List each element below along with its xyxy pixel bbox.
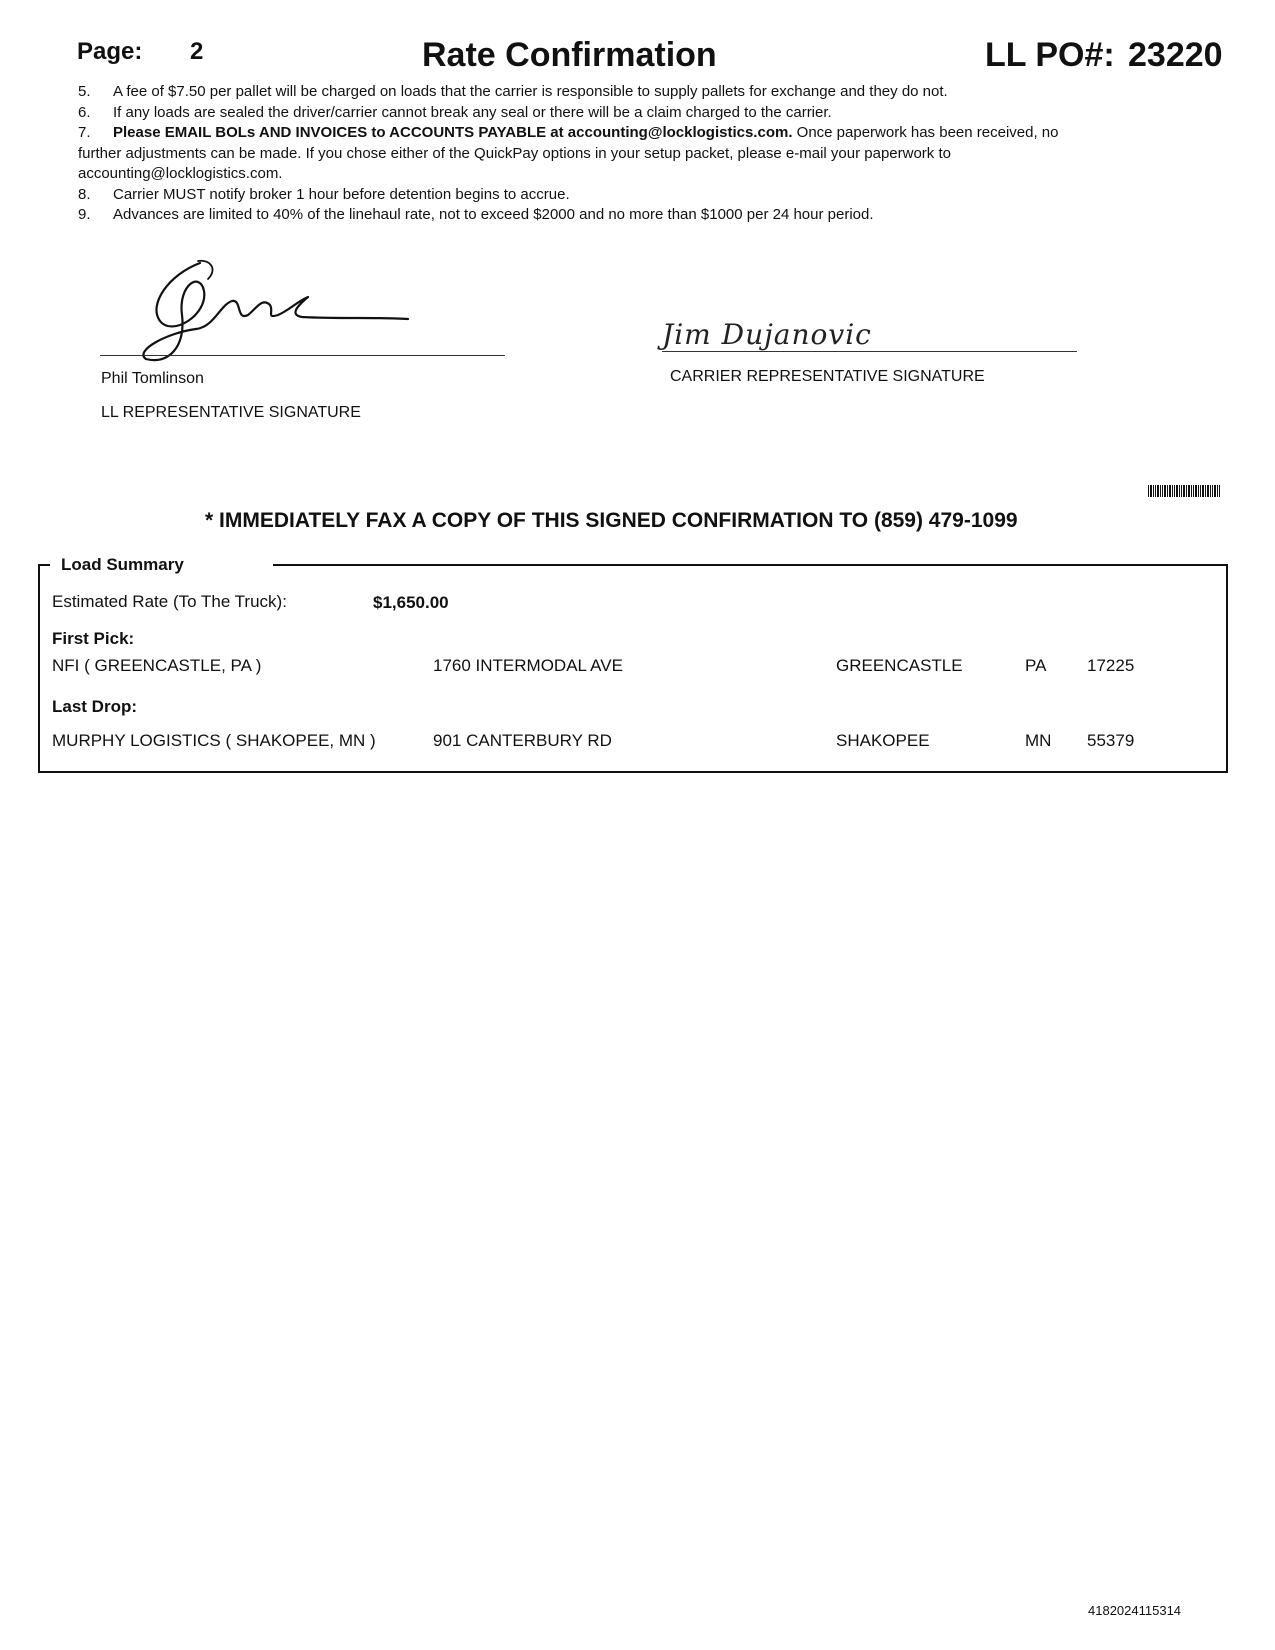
term-text: Carrier MUST notify broker 1 hour before detention begins to accrue. [113, 185, 570, 203]
carrier-signature: Jim Dujanovic [662, 318, 872, 351]
last-drop-city: SHAKOPEE [836, 731, 930, 750]
document-id: 4182024115314 [1088, 1603, 1182, 1618]
first-pick-city: GREENCASTLE [836, 656, 963, 675]
terms-list [78, 82, 1078, 226]
ll-representative-title: LL REPRESENTATIVE SIGNATURE [101, 404, 361, 421]
term-text: Once paperwork has been received, no further adjustments can be made. If you chose either of the QuickPay options in your setup packet, please e-mail your paperwork to accounting@locklogistics.com. [78, 124, 1059, 182]
last-drop-name: MURPHY LOGISTICS ( SHAKOPEE, MN ) [52, 731, 376, 750]
term-item [78, 205, 1078, 226]
last-drop-heading: Last Drop: [52, 697, 137, 716]
term-item [78, 103, 1078, 124]
ll-representative-name: Phil Tomlinson [101, 370, 204, 387]
carrier-signature-line [662, 351, 1077, 352]
last-drop-state: MN [1025, 731, 1052, 750]
term-item [78, 82, 1078, 103]
rate-label: Estimated Rate (To The Truck): [52, 592, 287, 611]
ll-signature-line [100, 355, 505, 356]
term-text: If any loads are sealed the driver/carrier cannot break any seal or there will be a claim charged to the carrier. [113, 103, 832, 121]
last-drop-address: 901 CANTERBURY RD [433, 731, 612, 750]
first-pick-zip: 17225 [1087, 656, 1135, 675]
ll-signature-drawing [138, 255, 438, 370]
first-pick-state: PA [1025, 656, 1047, 675]
term-text: Advances are limited to 40% of the linehaul rate, not to exceed $2000 and no more than $1000 per 24 hour period. [113, 206, 874, 223]
term-item [78, 123, 1078, 185]
fax-notice: * IMMEDIATELY FAX A COPY OF THIS SIGNED CONFIRMATION TO (859) 479-1099 [205, 509, 1018, 532]
term-number: 9. [78, 206, 91, 223]
first-pick-address: 1760 INTERMODAL AVE [433, 656, 623, 675]
page-label: Page: [77, 38, 143, 65]
term-number: 6. [78, 103, 91, 121]
carrier-representative-title: CARRIER REPRESENTATIVE SIGNATURE [670, 368, 985, 385]
term-number: 8. [78, 185, 91, 203]
po-number: 23220 [1128, 36, 1223, 74]
load-summary-title: Load Summary [61, 555, 184, 574]
term-bold-text: Please EMAIL BOLs AND INVOICES to ACCOUNTS PAYABLE at accounting@locklogistics.com. [113, 124, 793, 141]
load-summary-border [273, 564, 1226, 566]
po-label: LL PO#: [985, 36, 1115, 74]
rate-value: $1,650.00 [373, 593, 449, 612]
barcode-icon [1148, 485, 1220, 497]
last-drop-zip: 55379 [1087, 731, 1135, 750]
term-number: 5. [78, 83, 91, 100]
term-item [78, 185, 1078, 206]
first-pick-name: NFI ( GREENCASTLE, PA ) [52, 656, 262, 675]
page-number: 2 [190, 38, 204, 65]
term-text: A fee of $7.50 per pallet will be charged on loads that the carrier is responsible to supply pallets for exchange and they do not. [113, 83, 948, 100]
first-pick-heading: First Pick: [52, 629, 135, 648]
page-title: Rate Confirmation [422, 36, 717, 74]
load-summary-border [38, 564, 50, 566]
term-number: 7. [78, 124, 91, 141]
